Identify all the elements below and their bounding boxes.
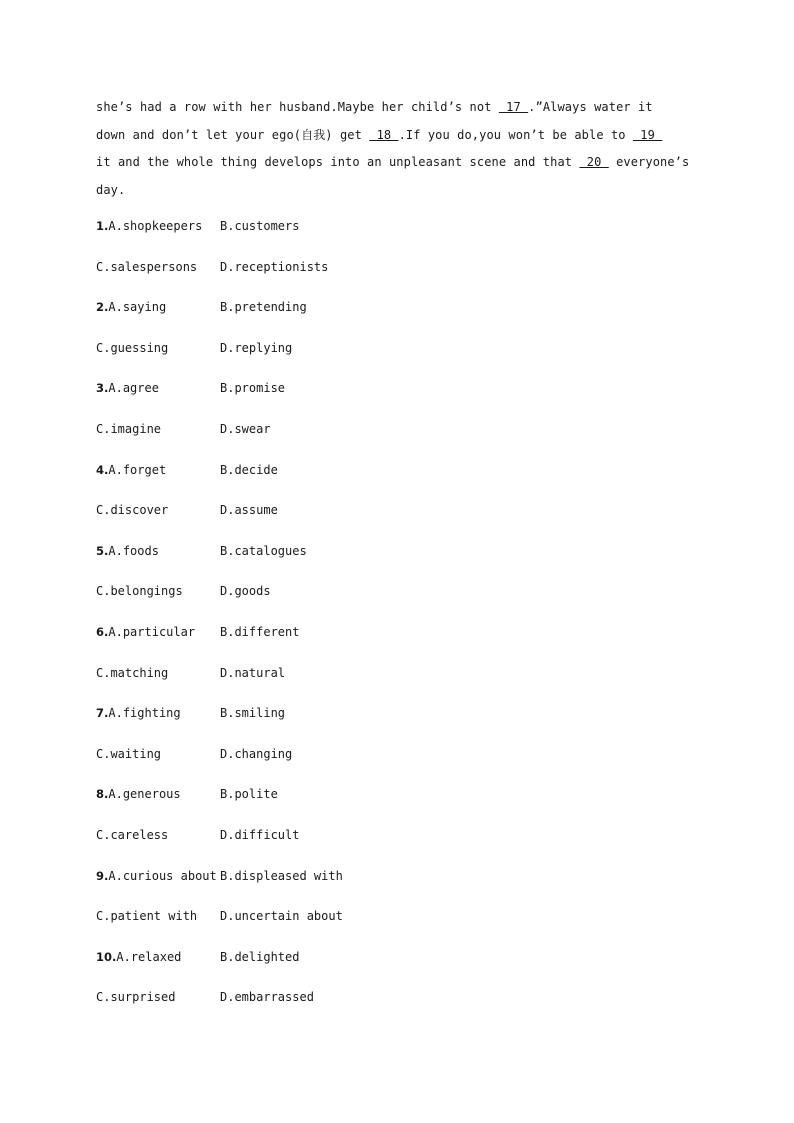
option-d: D.assume: [220, 503, 278, 518]
option-a-text: A.agree: [108, 381, 159, 396]
option-d: D.embarrassed: [220, 990, 314, 1005]
option-a: [96, 787, 181, 801]
option-a-text: A.generous: [108, 787, 181, 802]
option-c: C.careless: [96, 827, 169, 842]
passage-line-4: day.: [96, 182, 126, 197]
question-3-row-cd: [96, 422, 696, 463]
option-c: C.salespersons: [96, 259, 198, 274]
option-a: [96, 300, 166, 314]
question-1-row-cd: [96, 260, 696, 301]
question-4-row-cd: [96, 503, 696, 544]
option-d: D.natural: [220, 665, 286, 680]
question-number: 8.: [96, 787, 109, 802]
option-d: D.receptionists: [220, 259, 329, 274]
option-b: B.promise: [220, 381, 286, 396]
option-d: D.goods: [220, 584, 271, 599]
question-4-row-ab: [96, 463, 696, 504]
option-c: C.imagine: [96, 421, 162, 436]
option-c: C.surprised: [96, 990, 176, 1005]
question-5-row-ab: [96, 544, 696, 585]
option-c: C.discover: [96, 503, 169, 518]
question-2-row-ab: [96, 300, 696, 341]
option-b: B.decide: [220, 462, 278, 477]
question-number: 7.: [96, 706, 109, 721]
question-7-row-ab: [96, 706, 696, 747]
document-page: [96, 94, 696, 1031]
option-b: B.delighted: [220, 949, 300, 964]
passage-text: it and the whole thing develops into an unpleasant scene and that: [96, 155, 580, 169]
question-number: 5.: [96, 543, 109, 558]
option-a: [96, 869, 217, 883]
passage: [96, 94, 696, 204]
question-9-row-cd: [96, 909, 696, 950]
option-b: B.displeased with: [220, 868, 343, 883]
question-number: 4.: [96, 462, 109, 477]
passage-text: .”Always water it: [528, 100, 653, 114]
question-number: 2.: [96, 300, 109, 315]
question-list: [96, 219, 696, 1031]
passage-text: down and don’t let your ego(自我) get: [96, 127, 370, 142]
option-a: [96, 219, 202, 233]
question-2-row-cd: [96, 341, 696, 382]
question-number: 6.: [96, 624, 109, 639]
question-number: 9.: [96, 868, 109, 883]
option-d: D.changing: [220, 746, 293, 761]
question-number: 3.: [96, 381, 109, 396]
question-8-row-ab: [96, 787, 696, 828]
option-b: B.pretending: [220, 300, 307, 315]
option-d: D.replying: [220, 340, 293, 355]
passage-text: everyone’s: [608, 155, 690, 169]
question-6-row-ab: [96, 625, 696, 666]
blank-20: 20: [579, 155, 609, 169]
option-b: B.smiling: [220, 706, 286, 721]
option-a: [96, 625, 195, 639]
question-number: 10.: [96, 949, 117, 964]
passage-line-1: [96, 94, 696, 122]
option-c: C.matching: [96, 665, 169, 680]
option-a: [96, 544, 159, 558]
option-b: B.polite: [220, 787, 278, 802]
option-a-text: A.foods: [108, 543, 159, 558]
option-a-text: A.saying: [108, 300, 167, 315]
question-3-row-ab: [96, 381, 696, 422]
blank-19: 19: [632, 127, 663, 142]
question-number: 1.: [96, 219, 109, 233]
option-b: B.different: [220, 624, 300, 639]
option-c: C.guessing: [96, 340, 169, 355]
question-6-row-cd: [96, 666, 696, 707]
option-b: B.catalogues: [220, 543, 307, 558]
option-a: [96, 706, 181, 720]
passage-line-3: [96, 149, 696, 177]
option-d: D.swear: [220, 421, 271, 436]
passage-line-2: [96, 122, 696, 150]
question-1-row-ab: [96, 219, 696, 260]
question-8-row-cd: [96, 828, 696, 869]
blank-18: 18: [369, 127, 399, 142]
question-10-row-cd: [96, 990, 696, 1031]
option-c: C.patient with: [96, 909, 198, 924]
option-a: [96, 950, 181, 964]
option-a-text: A.forget: [108, 462, 167, 477]
question-5-row-cd: [96, 584, 696, 625]
question-9-row-ab: [96, 869, 696, 910]
option-a-text: A.relaxed: [116, 949, 182, 964]
option-a: [96, 463, 166, 477]
option-a-text: A.fighting: [108, 706, 181, 721]
option-c: C.waiting: [96, 746, 162, 761]
option-a-text: A.curious about: [108, 868, 217, 883]
option-a-text: A.shopkeepers: [108, 219, 203, 233]
question-7-row-cd: [96, 747, 696, 788]
option-c: C.belongings: [96, 584, 183, 599]
passage-text: she’s had a row with her husband.Maybe her child’s not: [96, 100, 499, 114]
option-b: B.customers: [220, 219, 300, 233]
option-a: [96, 381, 159, 395]
passage-text: .If you do,you won’t be able to: [398, 127, 633, 142]
option-d: D.uncertain about: [220, 909, 343, 924]
option-d: D.difficult: [220, 827, 300, 842]
blank-17: 17: [498, 100, 529, 114]
question-10-row-ab: [96, 950, 696, 991]
option-a-text: A.particular: [108, 624, 196, 639]
